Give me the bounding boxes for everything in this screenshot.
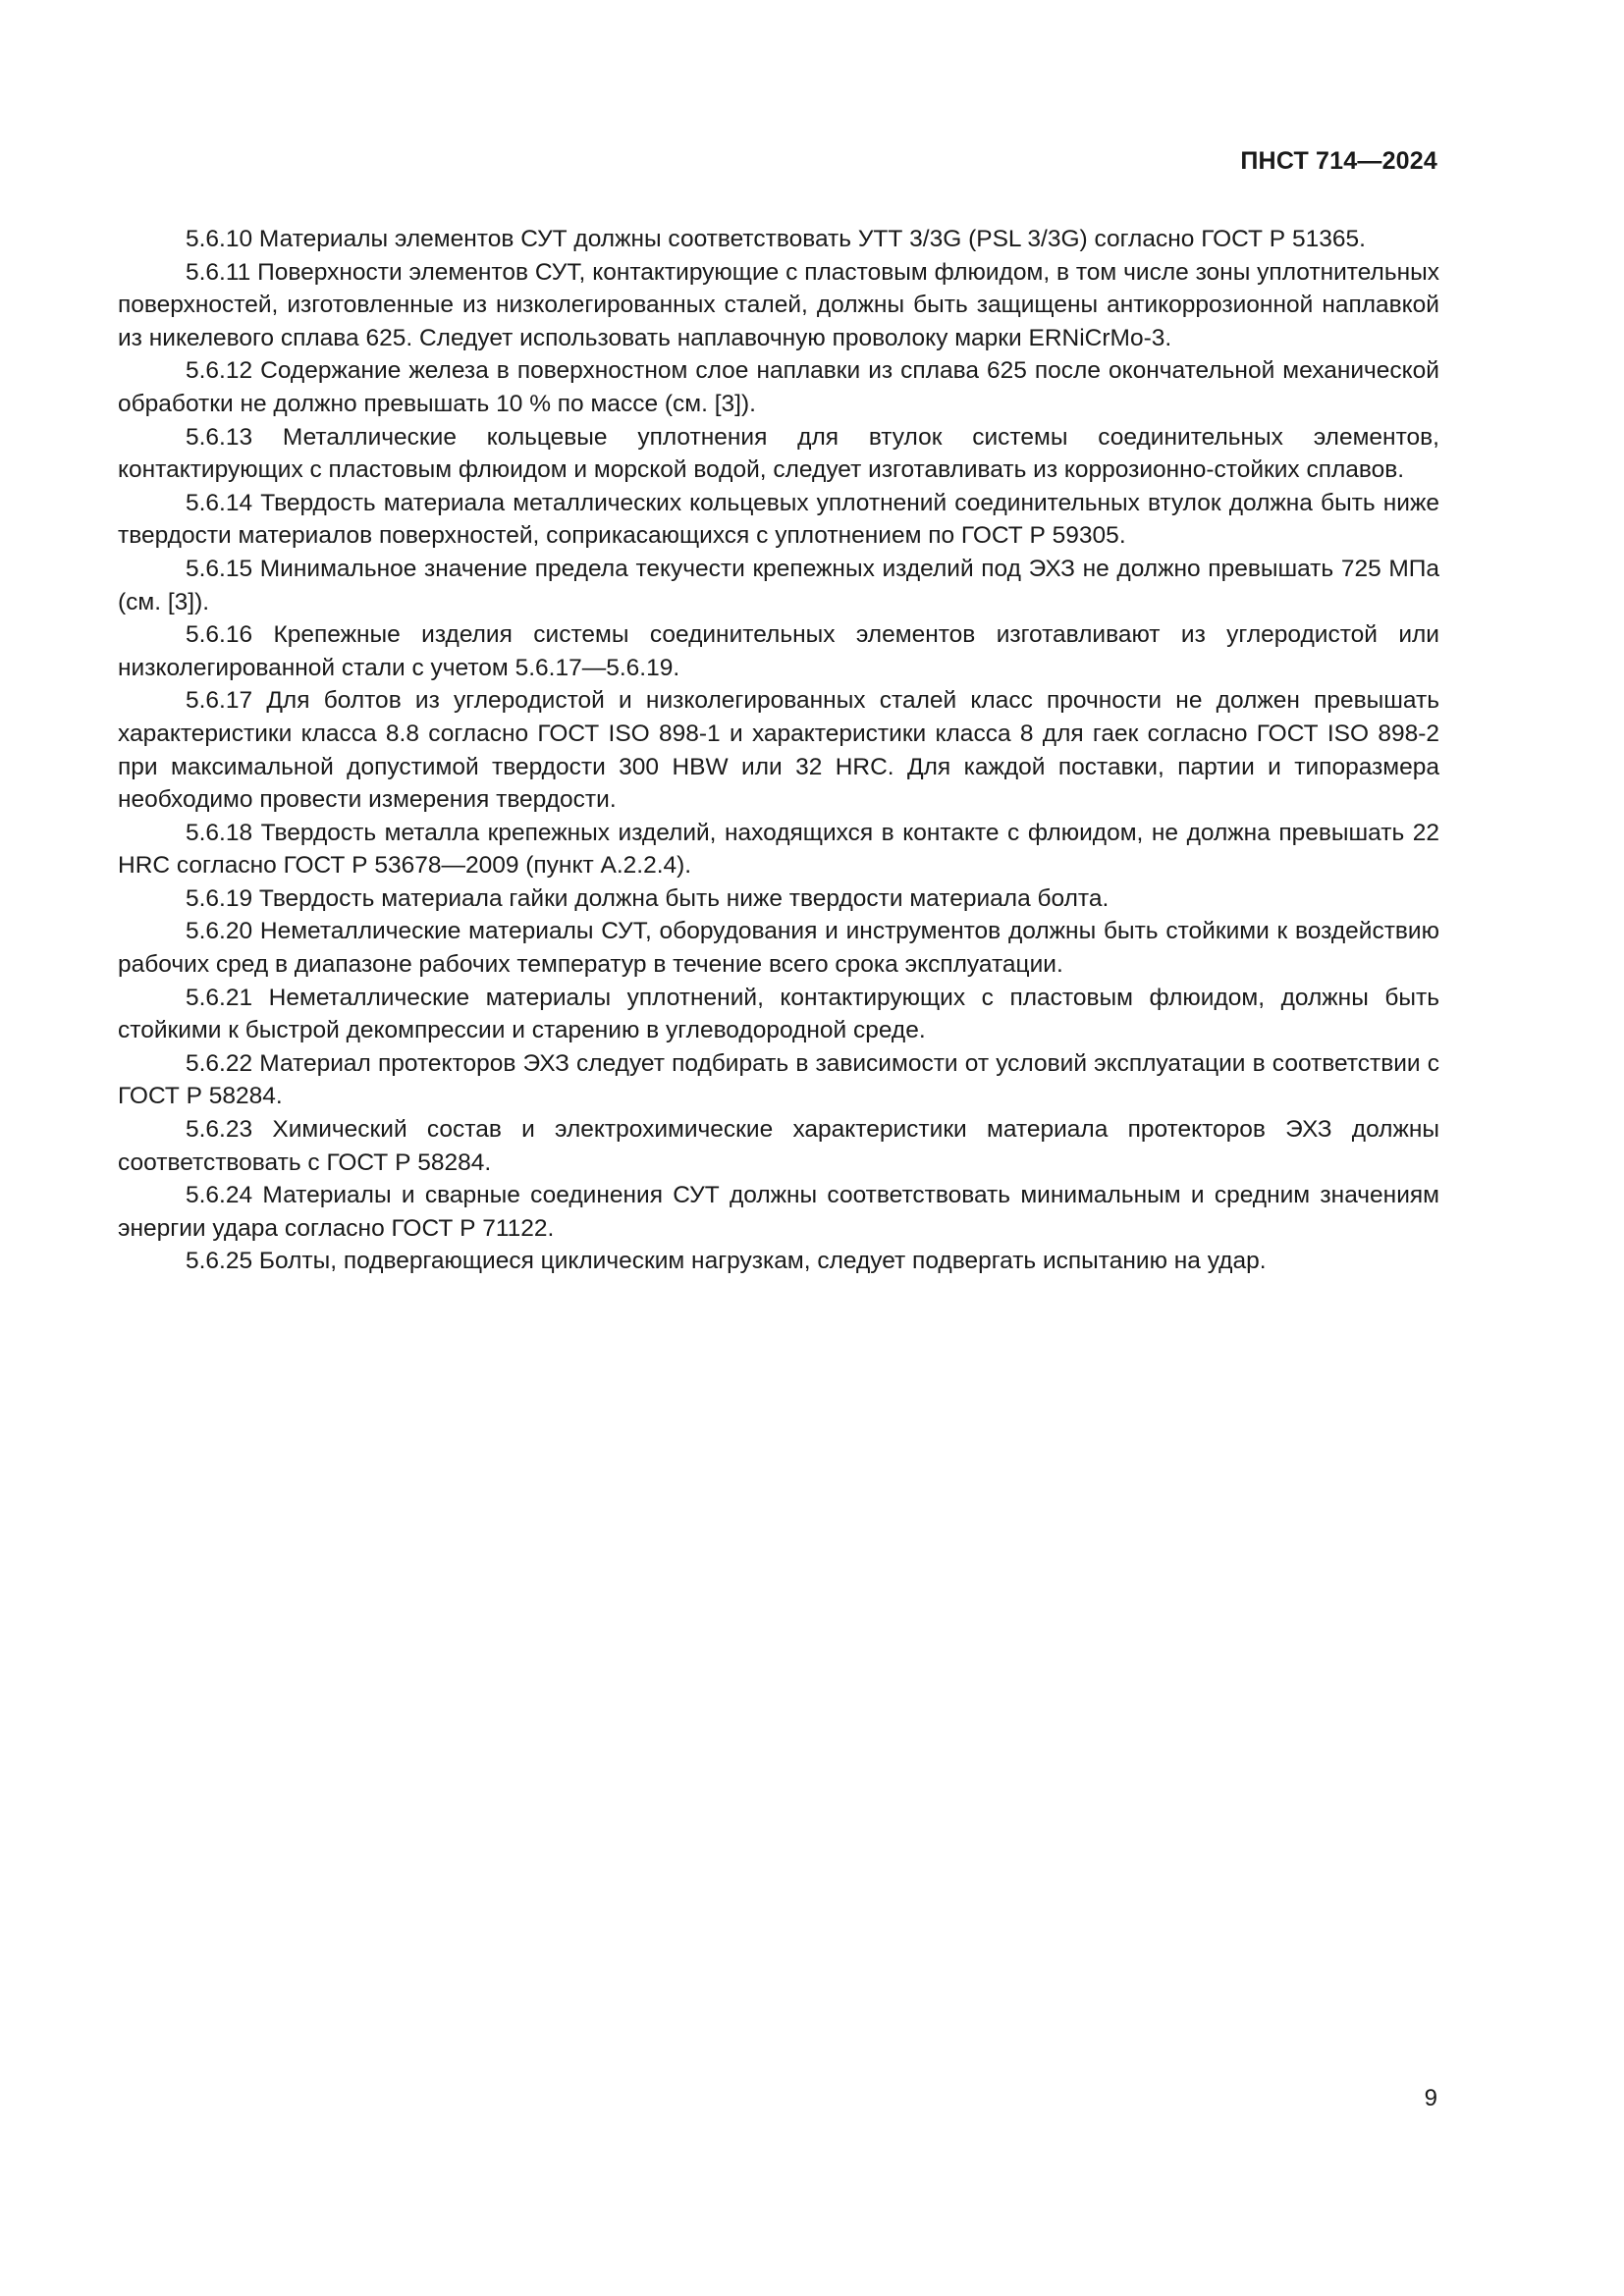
clause-5-6-11: 5.6.11 Поверхности элементов СУТ, контактирующие с пластовым флюидом, в том числе зоны уплотнительных поверхностей, изготовленные из низколегированных сталей, должны быть защищены антикоррозионной наплавкой из никелевого сплава 625. Следует использовать наплавочную проволоку марки ERNiCrMo-3.	[118, 258, 1439, 351]
document-body	[118, 223, 1439, 1278]
clause-5-6-24: 5.6.24 Материалы и сварные соединения СУТ должны соответствовать минимальным и средним значениям энергии удара согласно ГОСТ Р 71122.	[118, 1182, 1439, 1242]
clause-5-6-12: 5.6.12 Содержание железа в поверхностном слое наплавки из сплава 625 после окончательной механической обработки не должно превышать 10 % по массе (см. [3]).	[118, 357, 1439, 417]
clause-5-6-20: 5.6.20 Неметаллические материалы СУТ, оборудования и инструментов должны быть стойкими к воздействию рабочих сред в диапазоне рабочих температур в течение всего срока эксплуатации.	[118, 918, 1439, 979]
clause-5-6-19: 5.6.19 Твердость материала гайки должна быть ниже твердости материала болта.	[186, 884, 1110, 912]
clause-5-6-25: 5.6.25 Болты, подвергающиеся циклическим нагрузкам, следует подвергать испытанию на удар.	[186, 1248, 1267, 1275]
clause-5-6-14: 5.6.14 Твердость материала металлических кольцевых уплотнений соединительных втулок должна быть ниже твердости материалов поверхностей, соприкасающихся с уплотнением по ГОСТ Р 59305.	[118, 489, 1439, 550]
document-code: ПНСТ 714—2024	[1240, 147, 1437, 175]
clause-5-6-18: 5.6.18 Твердость металла крепежных изделий, находящихся в контакте с флюидом, не должна превышать 22 HRC согласно ГОСТ Р 53678—2009 (пункт А.2.2.4).	[118, 819, 1439, 880]
clause-5-6-15: 5.6.15 Минимальное значение предела текучести крепежных изделий под ЭХЗ не должно превышать 725 МПа (см. [3]).	[118, 555, 1439, 615]
page-number: 9	[1424, 2085, 1437, 2111]
clause-5-6-21: 5.6.21 Неметаллические материалы уплотнений, контактирующих с пластовым флюидом, должны быть стойкими к быстрой декомпрессии и старению в углеводородной среде.	[118, 984, 1439, 1044]
clause-5-6-22: 5.6.22 Материал протекторов ЭХЗ следует подбирать в зависимости от условий эксплуатации в соответствии с ГОСТ Р 58284.	[118, 1049, 1439, 1110]
clause-5-6-23: 5.6.23 Химический состав и электрохимические характеристики материала протекторов ЭХЗ должны соответствовать с ГОСТ Р 58284.	[118, 1116, 1439, 1176]
clause-5-6-17: 5.6.17 Для болтов из углеродистой и низколегированных сталей класс прочности не должен превышать характеристики класса 8.8 согласно ГОСТ ISO 898-1 и характеристики класса 8 для гаек согласно ГОСТ ISO 898-2 при максимальной допустимой твердости 300 HBW или 32 HRC. Для каждой поставки, партии и типоразмера необходимо провести измерения твердости.	[118, 687, 1439, 814]
clause-5-6-13: 5.6.13 Металлические кольцевые уплотнения для втулок системы соединительных элементов, контактирующих с пластовым флюидом и морской водой, следует изготавливать из коррозионно-стойких сплавов.	[118, 423, 1439, 484]
clause-5-6-16: 5.6.16 Крепежные изделия системы соединительных элементов изготавливают из углеродистой или низколегированной стали с учетом 5.6.17—5.6.19.	[118, 621, 1439, 681]
clause-5-6-10: 5.6.10 Материалы элементов СУТ должны соответствовать УТТ 3/3G (PSL 3/3G) согласно ГОСТ Р 51365.	[186, 226, 1366, 252]
